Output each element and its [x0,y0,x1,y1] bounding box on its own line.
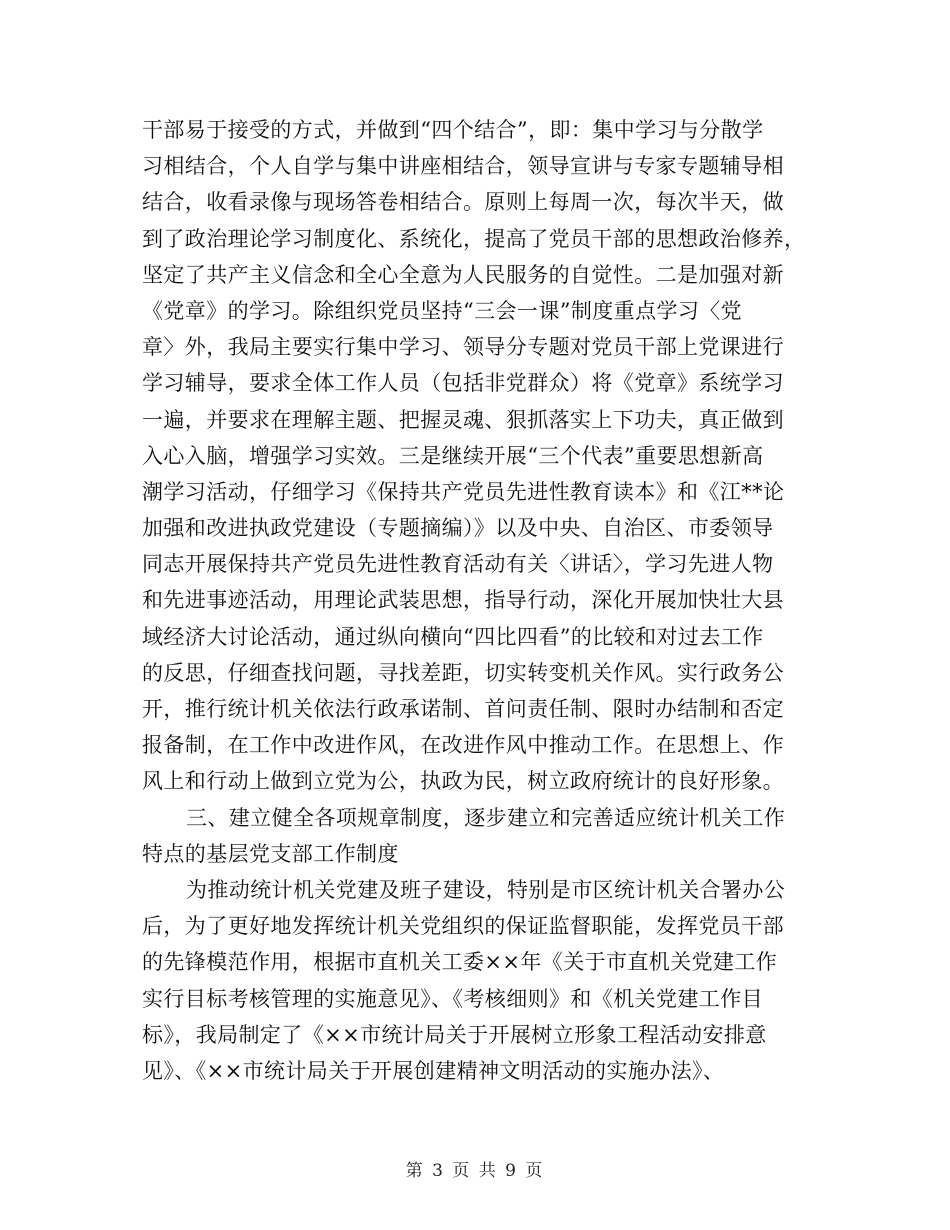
text-line: 域经济大讨论活动，通过纵向横向“四比四看”的比较和对过去工作 [142,624,764,649]
text-line: 干部易于接受的方式，并做到“四个结合”，即：集中学习与分散学 [142,118,764,142]
text-line: 后，为了更好地发挥统计机关党组织的保证监督职能，发挥党员干部 [142,914,784,939]
text-line: 加强和改进执政党建设（专题摘编）》以及中央、自治区、市委领导 [142,516,774,541]
text-line: 为推动统计机关党建及班子建设，特别是市区统计机关合署办公 [186,877,786,902]
text-line: 标》，我局制定了《××市统计局关于开展树立形象工程活动安排意 [142,1022,767,1047]
page-number-footer: 第 3 页 共 9 页 [405,1161,545,1181]
section-heading-continued: 特点的基层党支部工作制度 [142,841,399,866]
text-line: 学习辅导，要求全体工作人员（包括非党群众）将《党章》系统学习 [142,371,784,396]
document-body [142,112,810,1089]
text-line: 实行目标考核管理的实施意见》、《考核细则》和《机关党建工作目 [142,986,763,1011]
text-line: 开，推行统计机关依法行政承诺制、首问责任制、限时办结制和否定 [142,697,784,721]
text-line: 和先进事迹活动，用理论武装思想，指导行动，深化开展加快壮大县 [142,588,784,613]
text-line: 结合，收看录像与现场答卷相结合。原则上每周一次，每次半天，做 [142,190,784,215]
text-line: 《党章》的学习。除组织党员坚持“三会一课”制度重点学习〈党 [142,298,743,323]
text-line: 风上和行动上做到立党为公，执政为民，树立政府统计的良好形象。 [142,769,784,794]
text-line: 一遍，并要求在理解主题、把握灵魂、狠抓落实上下功夫，真正做到 [142,407,784,432]
text-line: 习相结合，个人自学与集中讲座相结合，领导宣讲与专家专题辅导相 [142,154,784,179]
section-heading: 三、建立健全各项规章制度，逐步建立和完善适应统计机关工作 [186,805,786,830]
text-line: 见》、《××市统计局关于开展创建精神文明活动的实施办法》、 [142,1058,725,1083]
text-line: 潮学习活动，仔细学习《保持共产党员先进性教育读本》和《江**论 [142,479,785,504]
text-line: 的反思，仔细查找问题，寻找差距，切实转变机关作风。实行政务公 [142,660,784,685]
text-line: 坚定了共产主义信念和全心全意为人民服务的自觉性。二是加强对新 [142,262,784,287]
text-line: 章〉外，我局主要实行集中学习、领导分专题对党员干部上党课进行 [142,335,784,360]
text-line: 入心入脑，增强学习实效。三是继续开展“三个代表”重要思想新高 [142,443,764,468]
text-line: 的先锋模范作用，根据市直机关工委××年《关于市直机关党建工作 [142,950,778,975]
text-line: 同志开展保持共产党员先进性教育活动有关〈讲话〉，学习先进人物 [142,552,774,577]
text-line: 报备制，在工作中改进作风，在改进作风中推动工作。在思想上、作 [142,733,784,758]
text-line: 到了政治理论学习制度化、系统化，提高了党员干部的思想政治修养， [142,226,806,251]
